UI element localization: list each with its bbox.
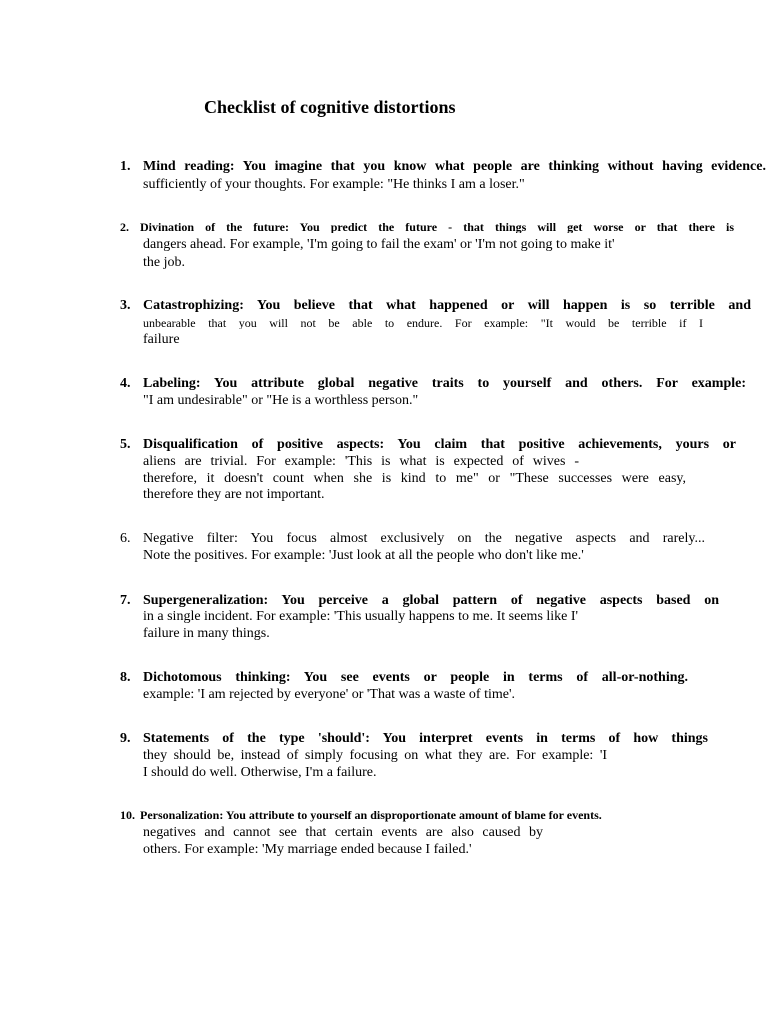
item-number: 1. [120, 159, 131, 174]
item-number: 2. [120, 220, 129, 234]
item-number: 8. [120, 670, 131, 685]
item-text-line: others. For example: 'My marriage ended because I failed.' [143, 842, 472, 857]
item-text-line: therefore they are not important. [143, 487, 325, 502]
item-text-line: failure [143, 332, 180, 347]
item-heading-line: Labeling: You attribute global negative traits to yourself and others. For example: [143, 377, 746, 391]
item-heading-line: Dichotomous thinking: You see events or people in terms of all-or-nothing. [143, 671, 688, 685]
item-text-line: aliens are trivial. For example: 'This is what is expected of wives - [143, 455, 579, 469]
item-text-line: dangers ahead. For example, 'I'm going to fail the exam' or 'I'm not going to make it' [143, 237, 615, 252]
item-text-line: therefore, it doesn't count when she is kind to me" or "These successes were easy, [143, 472, 686, 486]
item-number: 6. [120, 531, 131, 546]
item-text-line: failure in many things. [143, 626, 270, 641]
item-heading-line: Catastrophizing: You believe that what happened or will happen is so terrible and [143, 299, 751, 313]
item-text-line: "I am undesirable" or "He is a worthless person." [143, 393, 419, 408]
item-text-line: Note the positives. For example: 'Just look at all the people who don't like me.' [143, 548, 584, 563]
item-heading-line: Disqualification of positive aspects: You claim that positive achievements, yours or [143, 438, 736, 452]
item-heading-line: Divination of the future: You predict the future - that things will get worse or that there is [140, 221, 734, 233]
item-number: 5. [120, 437, 131, 452]
item-number: 9. [120, 731, 131, 746]
item-text-line: in a single incident. For example: 'This usually happens to me. It seems like I' [143, 609, 579, 624]
item-text-line: the job. [143, 255, 185, 270]
item-text-line: sufficiently of your thoughts. For example: "He thinks I am a loser." [143, 177, 525, 192]
item-heading-line: Statements of the type 'should': You interpret events in terms of how things [143, 732, 708, 746]
item-heading-line: Personalization: You attribute to yourself an disproportionate amount of blame for events. [140, 808, 602, 822]
item-text-line: unbearable that you will not be able to endure. For example: "It would be terrible if I [143, 317, 703, 329]
item-text-line: I should do well. Otherwise, I'm a failure. [143, 765, 377, 780]
item-number: 10. [120, 808, 135, 822]
page-title: Checklist of cognitive distortions [204, 97, 456, 117]
item-text-line: they should be, instead of simply focusing on what they are. For example: 'I [143, 749, 607, 763]
item-number: 3. [120, 298, 131, 313]
item-heading-line: Supergeneralization: You perceive a global pattern of negative aspects based on [143, 594, 719, 608]
item-heading-line: Negative filter: You focus almost exclusively on the negative aspects and rarely... [143, 532, 705, 546]
item-number: 4. [120, 376, 131, 391]
item-text-line: negatives and cannot see that certain events are also caused by [143, 826, 543, 840]
item-text-line: example: 'I am rejected by everyone' or 'That was a waste of time'. [143, 687, 515, 702]
item-heading-line: Mind reading: You imagine that you know what people are thinking without having evidence. [143, 160, 766, 174]
item-number: 7. [120, 593, 131, 608]
